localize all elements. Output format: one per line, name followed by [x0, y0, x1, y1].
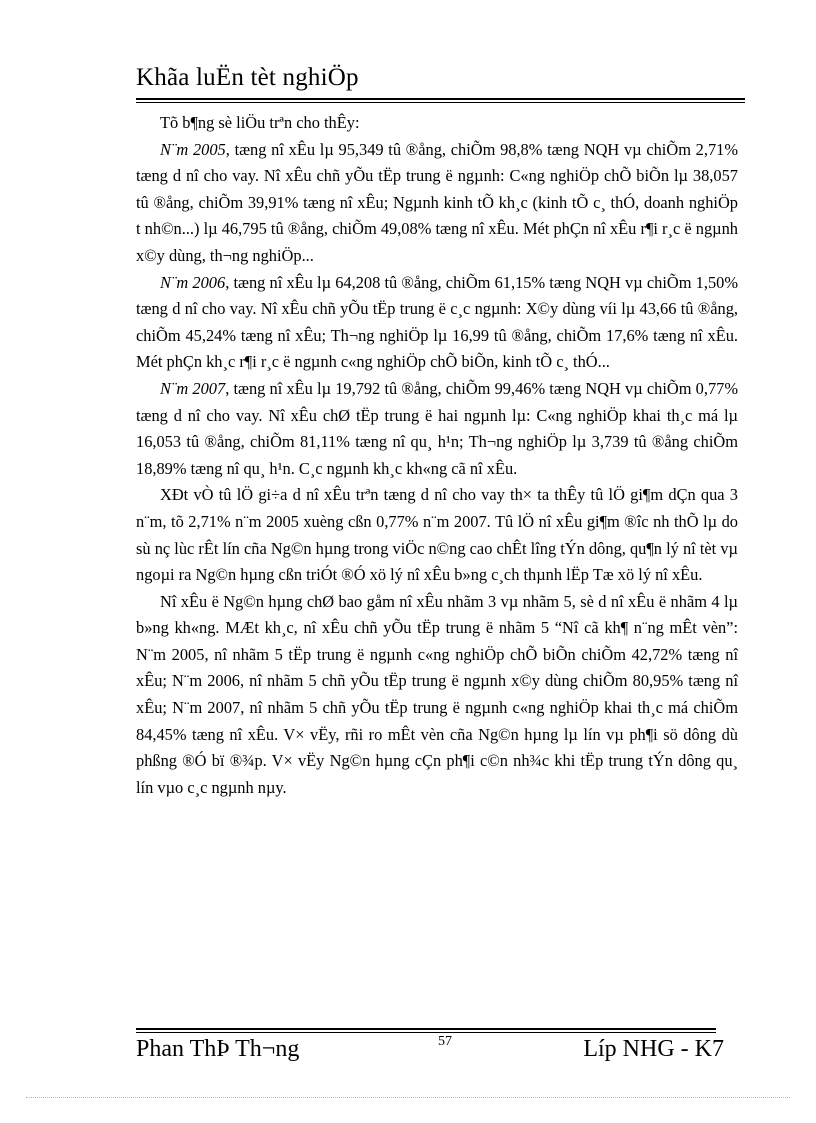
- paragraph-text: , tæng nî xÊu lµ 64,208 tû ®ång, chiÕm 61,15% tæng NQH vµ chiÕm 1,50% tæng d nî cho vay. Nî xÊu chñ yÕu tËp trung ë c¸c ngµnh: X©y dùng víi lµ 43,66 tû ®ång, chiÕm 45,24% tæng nî xÊu; Th¬ng nghiÖp lµ 16,99 tû ®ång, chiÕm 17,6% tæng nî xÊu. Mét phÇn kh¸c r¶i r¸c ë ngµnh c«ng nghiÖp chÕ biÕn, kinh tÕ c¸ thÓ...: [136, 272, 739, 372]
- page-number: 57: [438, 1034, 452, 1049]
- footer-rule-thick: [136, 1028, 716, 1030]
- paragraph-2006: [136, 270, 738, 376]
- footer-rule-thin: [136, 1032, 716, 1033]
- page-bottom-border: [26, 1097, 790, 1098]
- year-lead: N¨m 2006: [160, 272, 226, 292]
- paragraph-text: XÐt vÒ tû lÖ gi÷a d nî xÊu trªn tæng d nî cho vay th× ta thÊy tû lÖ gi¶m dÇn qua 3 n¨m, tõ 2,71% n¨m 2005 xuèng cßn 0,77% n¨m 2007. Tû lÖ nî xÊu gi¶m ®îc nh thÕ lµ do sù nç lùc rÊt lín cña Ng©n hµng trong viÖc n©ng cao chÊt lîng tÝn dông, qu¶n lý nî tèt vµ ngoµi ra Ng©n hµng cßn triÓt ®Ó xö lý nî xÊu b»ng c¸ch thµnh lËp Tæ xö lý nî xÊu.: [136, 485, 738, 585]
- header-rule-thin: [136, 102, 745, 103]
- year-lead: N¨m 2005: [160, 139, 226, 159]
- body-text: [136, 110, 738, 801]
- paragraph-ratio: [136, 482, 738, 588]
- paragraph-groups: [136, 589, 738, 802]
- paragraph-text: , tæng nî xÊu lµ 19,792 tû ®ång, chiÕm 99,46% tæng NQH vµ chiÕm 0,77% tæng d nî cho vay. Nî xÊu chØ tËp trung ë hai ngµnh lµ: C«ng nghiÖp khai th¸c má lµ 16,053 tû ®ång, chiÕm 81,11% tæng nî qu¸ h¹n; Th¬ng nghiÖp lµ 3,739 tû ®ång chiÕm 18,89% tæng nî qu¸ h¹n. C¸c ngµnh kh¸c kh«ng cã nî xÊu.: [136, 378, 739, 478]
- page-header-title: Khãa luËn tèt nghiÖp: [136, 64, 359, 91]
- header-rule-thick: [136, 98, 745, 100]
- paragraph-2007: [136, 376, 738, 482]
- paragraph-text: Nî xÊu ë Ng©n hµng chØ bao gåm nî xÊu nhãm 3 vµ nhãm 5, sè d nî xÊu ë nhãm 4 lµ b»ng kh«ng. MÆt kh¸c, nî xÊu chñ yÕu tËp trung ë nhãm 5 “Nî cã kh¶ n¨ng mÊt vèn”: N¨m 2005, nî nhãm 5 tËp trung ë ngµnh c«ng nghiÖp chÕ biÕn chiÕm 42,72% tæng nî xÊu; N¨m 2006, nî nhãm 5 chñ yÕu tËp trung ë ngµnh x©y dùng chiÕm 80,95% tæng nî xÊu; N¨m 2007, nî nhãm 5 chñ yÕu tËp trung ë ngµnh c«ng nghiÖp khai th¸c má chiÕm 84,45% tæng nî xÊu. V× vËy, rñi ro mÊt vèn cña Ng©n hµng lµ lín vµ ph¶i sö dông dù phßng ®Ó bï ®¾p. V× vËy Ng©n hµng cÇn ph¶i c©n nh¾c khi tËp trung tÝn dông qu¸ lín vµo c¸c ngµnh nµy.: [136, 591, 738, 797]
- paragraph-2005: [136, 137, 738, 270]
- footer-author: Phan ThÞ Th¬ng: [136, 1036, 300, 1062]
- footer-class-label: Líp NHG - K7: [583, 1036, 724, 1062]
- year-lead: N¨m 2007: [160, 378, 226, 398]
- paragraph-intro: [136, 110, 738, 137]
- paragraph-text: Tõ b¶ng sè liÖu trªn cho thÊy:: [160, 113, 360, 132]
- paragraph-text: , tæng nî xÊu lµ 95,349 tû ®ång, chiÕm 98,8% tæng NQH vµ chiÕm 2,71% tæng d nî cho vay. Nî xÊu chñ yÕu tËp trung ë ngµnh: C«ng nghiÖp chÕ biÕn lµ 38,057 tû ®ång, chiÕm 39,91% tæng nî xÊu; Ngµnh kinh tÕ kh¸c (kinh tÕ c¸ thÓ, doanh nghiÖp t nh©n...) lµ 46,795 tû ®ång, chiÕm 49,08% tæng nî xÊu. Mét phÇn nî xÊu r¶i r¸c ë ngµnh x©y dùng, th¬ng nghiÖp...: [136, 139, 739, 265]
